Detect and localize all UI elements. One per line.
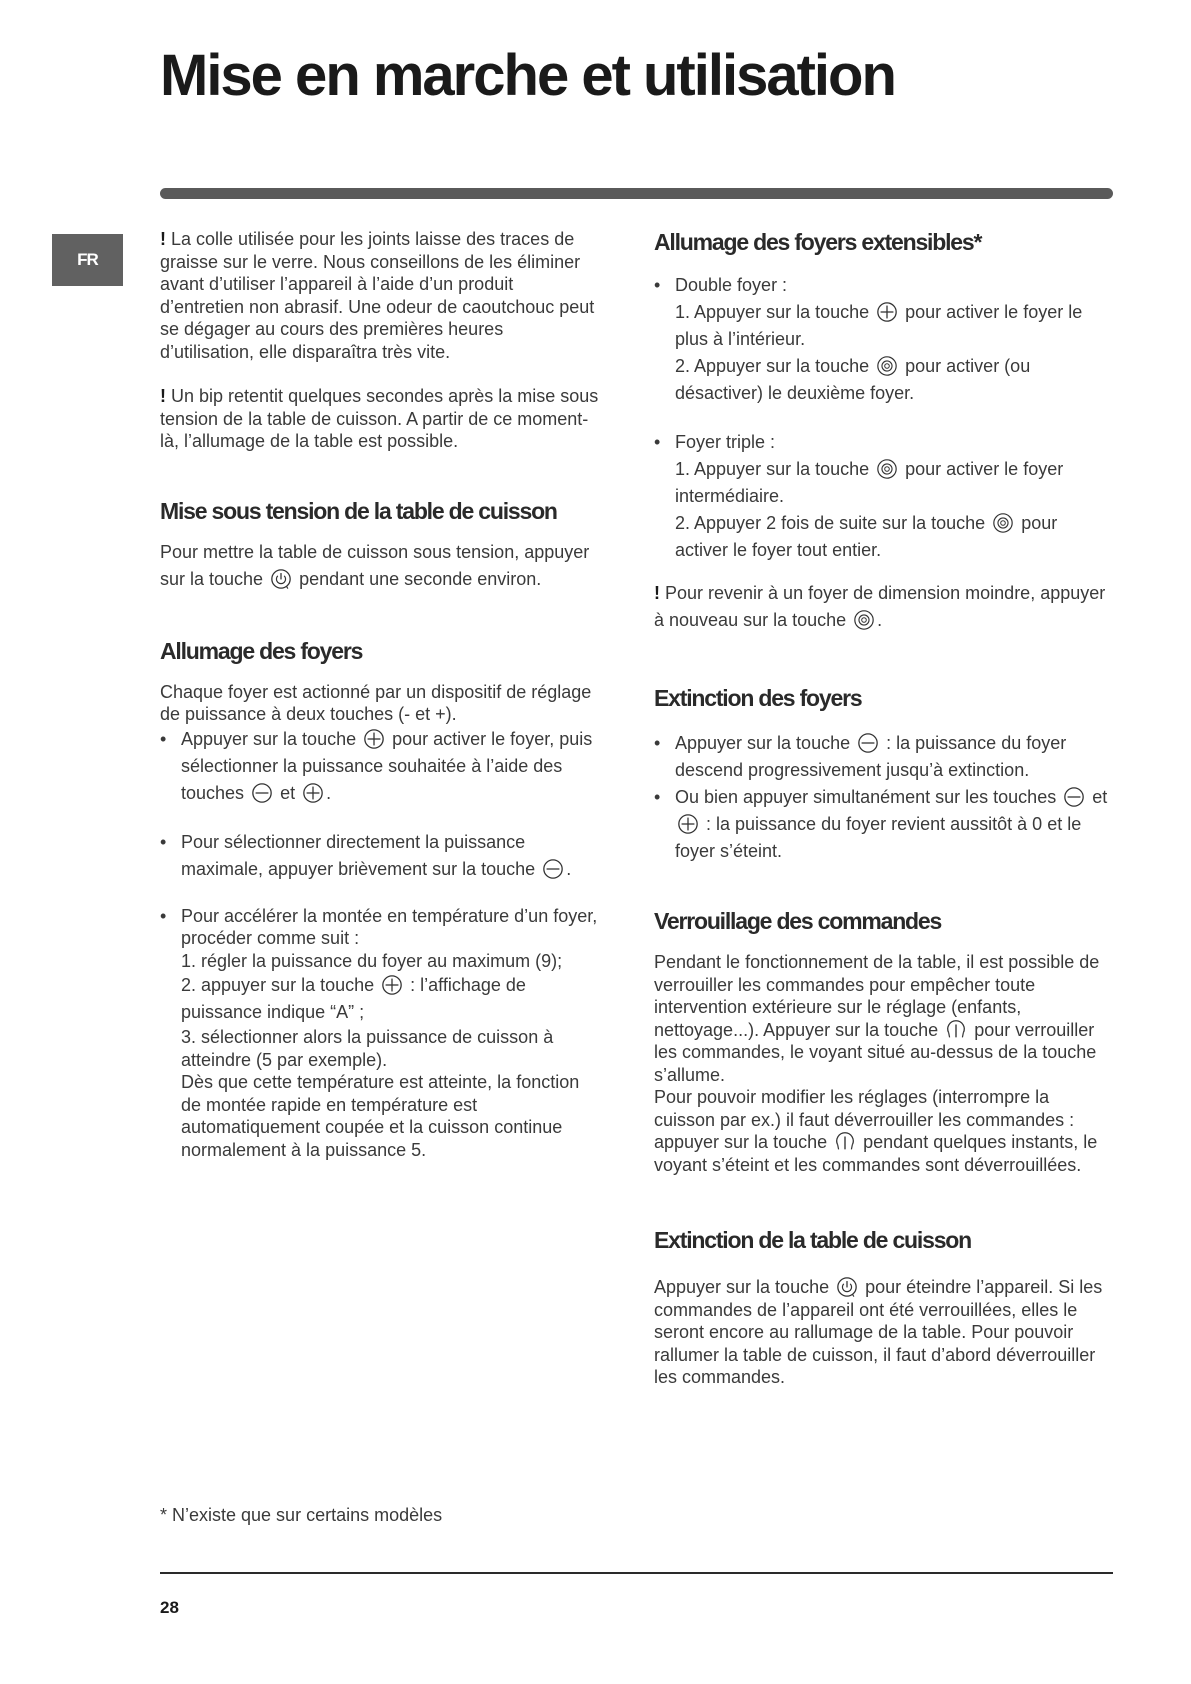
exclamation-mark: ! <box>160 386 166 406</box>
heading-control-lock: Verrouillage des commandes <box>654 908 942 934</box>
extensible-list <box>654 272 1114 564</box>
warning-note-glue: ! La colle utilisée pour les joints laisse des traces de graisse sur le verre. Nous conseillons de les éliminer avant d’utiliser l’appareil à l’aide d’un produit d’entretien non abrasif. Une odeur de caoutchouc peut se dégager au cours des premières heures d’utilisation, elle disparaîtra très vite. <box>160 229 595 362</box>
extensible-note: ! Pour revenir à un foyer de dimension moindre, appuyer à nouveau sur la touche . <box>654 583 1106 630</box>
power-key-icon <box>270 568 292 590</box>
minus-key-icon <box>1063 786 1085 808</box>
heading-extensible-zones: Allumage des foyers extensibles* <box>654 229 982 255</box>
step-2: 2. appuyer sur la touche : l’affichage de puissance indique “A” ; <box>181 975 526 1022</box>
warning-note-beep: ! Un bip retentit quelques secondes après la mise sous tension de la table de cuisson. A partir de ce moment-là, l’allumage de la table est possible. <box>160 386 599 451</box>
plus-key-icon <box>381 974 403 996</box>
right-column <box>654 228 1114 1389</box>
lock-paragraph-2: Pour pouvoir modifier les réglages (interrompre la cuisson par ex.) il faut déverrouiller les commandes : appuyer sur la touche pendant quelques instants, le voyant s’éteint et les commandes sont déverrouillées. <box>654 1087 1098 1175</box>
minus-key-icon <box>542 858 564 880</box>
list-item: • Ou bien appuyer simultanément sur les touches et : la puissance du foyer revient aussitôt à 0 et le foyer s’éteint. <box>654 784 1114 865</box>
zone-key-icon <box>853 609 875 631</box>
extinction-list <box>654 730 1114 865</box>
power-on-text: Pour mettre la table de cuisson sous tension, appuyer sur la touche pendant une seconde environ. <box>160 541 590 589</box>
footnote: * N’existe que sur certains modèles <box>160 1505 443 1525</box>
page-title: Mise en marche et utilisation <box>160 43 895 108</box>
shutdown-text: Appuyer sur la touche pour éteindre l’appareil. Si les commandes de l’appareil ont été verrouillées, elles le seront encore au rallumage de la table. Pour pouvoir rallumer la table de cuisson, il faut d’abord déverrouiller les commandes. <box>654 1277 1103 1387</box>
lock-key-icon <box>834 1131 856 1153</box>
heading-power-on: Mise sous tension de la table de cuisson <box>160 497 557 524</box>
zone-key-icon <box>876 355 898 377</box>
lock-key-icon <box>945 1019 967 1041</box>
plus-key-icon <box>302 782 324 804</box>
plus-key-icon <box>876 301 898 323</box>
heading-ignition: Allumage des foyers <box>160 637 363 664</box>
zone-key-icon <box>876 458 898 480</box>
zone-key-icon <box>992 512 1014 534</box>
power-key-icon <box>836 1276 858 1298</box>
exclamation-mark: ! <box>654 583 660 603</box>
list-item: • Double foyer : 1. Appuyer sur la touche pour activer le foyer le plus à l’intérieur. 2. Appuyer sur la touche pour activer (ou désactiver) le deuxième foyer. <box>654 272 1114 407</box>
left-column <box>160 228 600 1161</box>
heading-hob-shutdown: Extinction de la table de cuisson <box>654 1227 971 1253</box>
minus-key-icon <box>857 732 879 754</box>
ignition-intro: Chaque foyer est actionné par un dispositif de réglage de puissance à deux touches (- et +). <box>160 681 592 724</box>
plus-key-icon <box>677 813 699 835</box>
exclamation-mark: ! <box>160 229 166 249</box>
heading-zone-extinction: Extinction des foyers <box>654 685 862 711</box>
plus-key-icon <box>363 728 385 750</box>
lock-paragraph-1: Pendant le fonctionnement de la table, il est possible de verrouiller les commandes pour empêcher toute intervention extérieure sur le réglage (enfants, nettoyage...). Appuyer sur la touche pour verrouiller les commandes, le voyant situé au-dessus de la touche s’allume. <box>654 952 1100 1085</box>
title-divider <box>160 188 1113 199</box>
list-item: • Appuyer sur la touche : la puissance du foyer descend progressivement jusqu’à extinction. <box>654 730 1114 784</box>
language-tab: FR <box>52 234 123 286</box>
page-number: 28 <box>160 1598 179 1617</box>
minus-key-icon <box>251 782 273 804</box>
list-item: • Appuyer sur la touche pour activer le foyer, puis sélectionner la puissance souhaitée à l’aide des touches et . <box>160 726 600 807</box>
list-item: • Pour sélectionner directement la puissance maximale, appuyer brièvement sur la touche . <box>160 829 600 883</box>
footer-divider <box>160 1572 1113 1574</box>
list-item: • Foyer triple : 1. Appuyer sur la touche pour activer le foyer intermédiaire. 2. Appuyer 2 fois de suite sur la touche pour activer le foyer tout entier. <box>654 429 1114 564</box>
list-item: • Pour accélérer la montée en température d’un foyer, procéder comme suit : 1. régler la puissance du foyer au maximum (9); 2. appuyer sur la touche : l’affichage de puissance indique “A” ; 3. sélectionner alors la puissance de cuisson à atteindre (5 par exemple). Dès que cette température est atteinte, la fonction de montée rapide en température est automatiquement coupée et la cuisson continue normalement à la puissance 5. <box>160 905 600 1162</box>
ignition-list <box>160 726 600 1162</box>
